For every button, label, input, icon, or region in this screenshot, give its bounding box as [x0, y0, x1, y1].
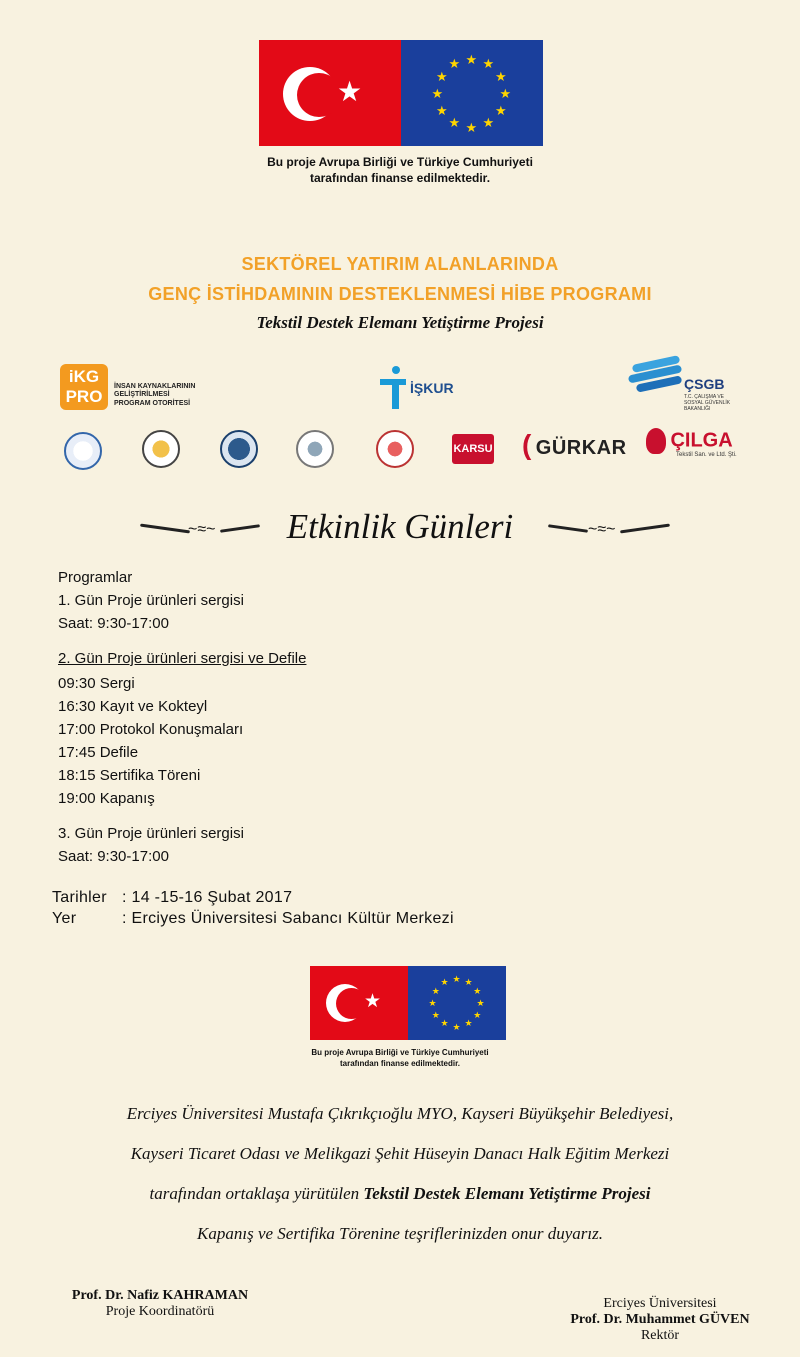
dates-row: [52, 887, 752, 908]
kayseri-municipality-icon: [220, 430, 258, 468]
day2-item: 17:00 Protokol Konuşmaları: [58, 721, 244, 738]
iskur-logo: [380, 366, 480, 410]
eu-star-icon: ★: [476, 997, 485, 1008]
eu-star-icon: ★: [440, 1018, 449, 1029]
place-value: : Erciyes Üniversitesi Sabancı Kültür Merkezi: [122, 910, 454, 927]
program-title-line: GENÇ İSTİHDAMININ DESTEKLENMESİ HİBE PROGRAMI: [148, 284, 652, 304]
bottom-flags: [310, 966, 506, 1040]
right-ornament-icon: ~≈~: [548, 520, 668, 540]
dates-value: : 14 -15-16 Şubat 2017: [122, 889, 293, 906]
eu-star-icon: ★: [452, 1021, 461, 1032]
project-name-bold: Tekstil Destek Elemanı Yetiştirme Projesi: [363, 1184, 651, 1203]
invitation-line: Kapanış ve Sertifika Törenine teşriflerinizden onur duyarız.: [197, 1224, 603, 1243]
disclaimer-line: Bu proje Avrupa Birliği ve Türkiye Cumhuriyeti: [267, 155, 533, 169]
eu-star-icon: ★: [494, 68, 507, 84]
eu-star-icon: ★: [494, 102, 507, 118]
invitation-line: [0, 1174, 800, 1214]
eu-star-icon: ★: [448, 56, 461, 72]
iskur-icon: [380, 366, 406, 410]
eu-flag-icon: [408, 966, 506, 1040]
eu-star-icon: ★: [440, 976, 449, 987]
place-label: Yer: [52, 910, 77, 927]
eu-star-icon: ★: [436, 102, 448, 118]
halk-egitim-icon: [376, 430, 414, 468]
place-row: [52, 908, 752, 929]
invitation-text: [0, 1094, 800, 1254]
day2-title: 2. Gün Proje ürünleri sergisi ve Defile: [58, 650, 307, 667]
csgb-logo: [626, 356, 756, 416]
left-ornament-icon: ~≈~: [140, 520, 260, 540]
eu-star-icon: ★: [499, 85, 512, 101]
day3-time: Saat: 9:30-17:00: [58, 848, 169, 865]
schedule: [58, 566, 458, 868]
day2-item: 16:30 Kayıt ve Kokteyl: [58, 698, 208, 715]
disclaimer-small: [250, 1047, 550, 1069]
chamber-of-commerce-icon: [296, 430, 334, 468]
turkey-flag-icon: ★: [310, 966, 408, 1040]
dates-label: Tarihler: [52, 889, 107, 906]
day2-item: 18:15 Sertifika Töreni: [58, 767, 201, 784]
eu-star-icon: ★: [473, 985, 482, 996]
eu-star-icon: ★: [448, 114, 461, 130]
eu-star-icon: ★: [431, 1009, 440, 1020]
program-title: [0, 252, 800, 306]
project-name: Tekstil Destek Elemanı Yetiştirme Projesi: [256, 313, 544, 332]
gurkar-icon: (: [522, 429, 532, 460]
ikg-pro-icon: iKG PRO: [60, 364, 108, 410]
right-signer-org: Erciyes Üniversitesi: [603, 1296, 717, 1311]
invitation-text-part: tarafından ortaklaşa yürütülen: [149, 1184, 360, 1203]
event-info: [52, 887, 752, 929]
day2-item: 17:45 Defile: [58, 744, 139, 761]
erciyes-university-icon: [64, 432, 102, 470]
left-signer-name: Prof. Dr. Nafiz KAHRAMAN: [71, 1288, 249, 1303]
day1-time: Saat: 9:30-17:00: [58, 615, 169, 632]
left-signature: [40, 1288, 280, 1320]
eu-star-icon: ★: [436, 68, 448, 84]
csgb-name: ÇSGB: [684, 376, 725, 392]
ikg-caption: İNSAN KAYNAKLARININ GELİŞTİRİLMESİ PROGRAM OTORİTESİ: [114, 382, 196, 407]
right-signature: [540, 1296, 780, 1344]
eu-star-icon: ★: [431, 85, 444, 101]
eu-star-icon: ★: [482, 114, 495, 130]
event-title: Etkinlik Günleri: [286, 507, 514, 546]
turkey-flag-icon: ★: [259, 40, 401, 146]
top-flags: [259, 40, 543, 146]
eu-star-icon: ★: [428, 997, 437, 1008]
eu-star-icon: ★: [473, 1009, 482, 1020]
day2-items: [58, 672, 458, 810]
invitation-line: Erciyes Üniversitesi Mustafa Çıkrıkçıoğlu MYO, Kayseri Büyükşehir Belediyesi,: [126, 1104, 674, 1123]
ikg-logo: [60, 364, 195, 410]
right-signer-title: Rektör: [640, 1328, 680, 1343]
disclaimer: [200, 154, 600, 186]
cilga-name: ÇILGA: [670, 429, 733, 452]
disclaimer-line: tarafından finanse edilmektedir.: [309, 171, 491, 185]
gurkar-name: GÜRKAR: [535, 437, 627, 459]
eu-flag-icon: [401, 40, 543, 146]
csgb-icon: [626, 356, 686, 388]
eu-star-icon: ★: [482, 56, 495, 72]
myo-icon: [142, 430, 180, 468]
gurkar-logo: [522, 430, 627, 460]
eu-star-icon: ★: [465, 51, 478, 67]
cilga-logo: [646, 428, 737, 458]
eu-star-icon: ★: [452, 973, 461, 984]
eu-star-icon: ★: [431, 985, 440, 996]
invitation-line: Kayseri Ticaret Odası ve Melikgazi Şehit Hüseyin Danacı Halk Eğitim Merkezi: [130, 1144, 670, 1163]
eu-star-icon: ★: [464, 976, 473, 987]
day2-item: 19:00 Kapanış: [58, 790, 155, 807]
programs-label: Programlar: [58, 569, 133, 586]
disclaimer-line: Bu proje Avrupa Birliği ve Türkiye Cumhuriyeti: [311, 1048, 489, 1057]
karsu-logo: KARSU: [452, 434, 494, 464]
day2-item: 09:30 Sergi: [58, 675, 135, 692]
csgb-caption: T.C. ÇALIŞMA VE SOSYAL GÜVENLİK BAKANLIĞI: [684, 394, 731, 412]
right-signer-name: Prof. Dr. Muhammet GÜVEN: [570, 1312, 750, 1327]
cilga-icon: [646, 428, 666, 454]
program-title-line: SEKTÖREL YATIRIM ALANLARINDA: [241, 254, 559, 274]
eu-star-icon: ★: [465, 119, 478, 135]
day3-title: 3. Gün Proje ürünleri sergisi: [58, 825, 244, 842]
iskur-name: İŞKUR: [410, 380, 454, 396]
eu-star-icon: ★: [464, 1018, 473, 1029]
left-signer-title: Proje Koordinatörü: [105, 1304, 215, 1319]
cilga-caption: Tekstil San. ve Ltd. Şti.: [676, 452, 737, 458]
disclaimer-line: tarafından finanse edilmektedir.: [339, 1059, 461, 1068]
day1-title: 1. Gün Proje ürünleri sergisi: [58, 592, 244, 609]
